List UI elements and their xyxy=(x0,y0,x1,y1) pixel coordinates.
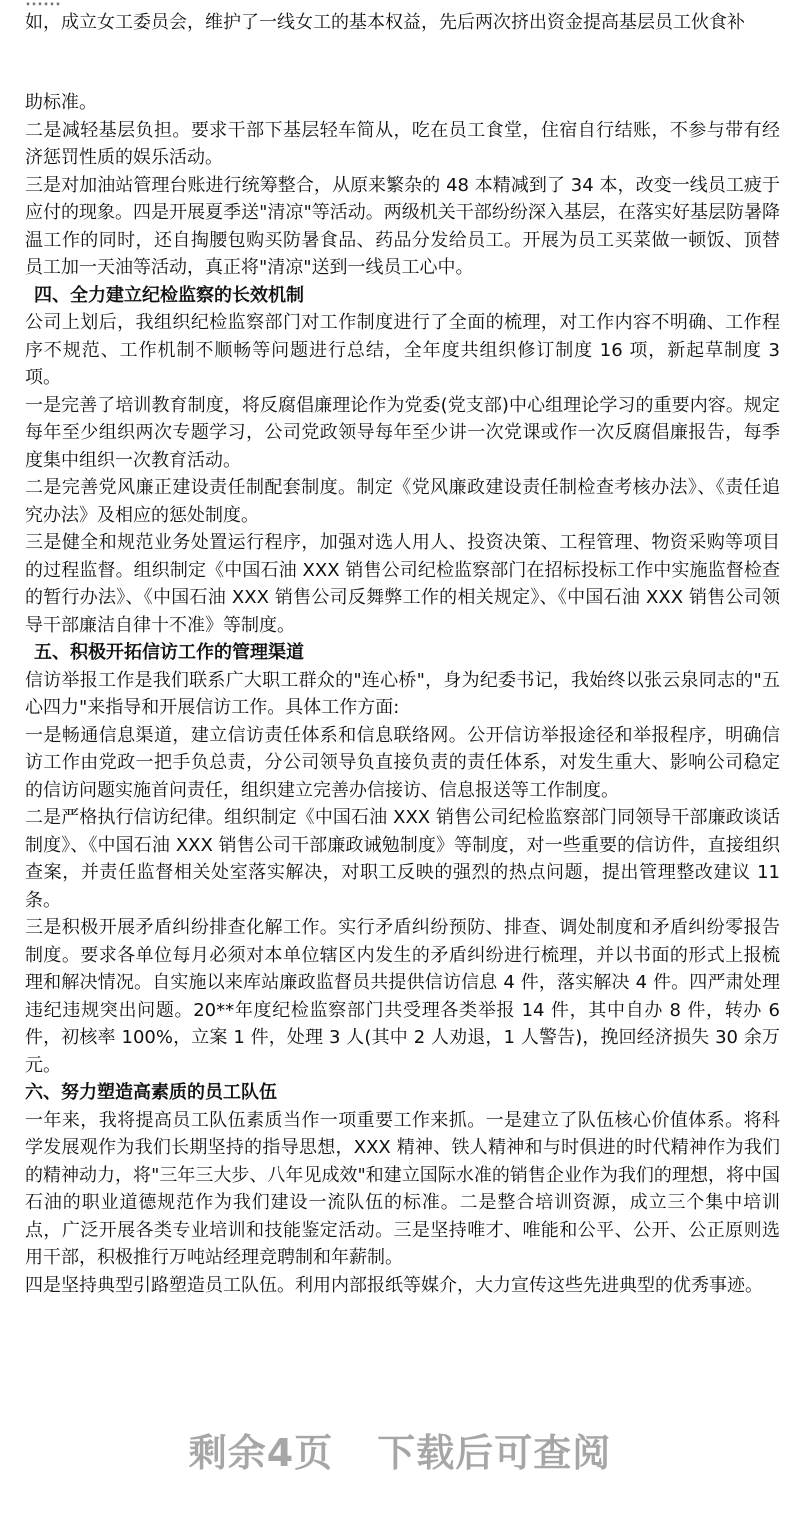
section-heading: 六、努力塑造高素质的员工队伍 xyxy=(25,1082,277,1103)
paragraph: 三是对加油站管理台账进行统筹整合，从原来繁杂的 48 本精减到了 34 本，改变一线员工疲于应付的现象。四是开展夏季送"清凉"等活动。两级机关干部纷纷深入基层，在落实好基层防暑降温工作的同时，还自掏腰包购买防暑食品、药品分发给员工。开展为员工买菜做一顿饭、顶替员工加一天油等活动，真正将"清凉"送到一线员工心中。 xyxy=(25,174,780,278)
document-body xyxy=(25,89,780,1299)
paragraph: 助标准。 xyxy=(25,92,97,113)
paragraph: 一是畅通信息渠道，建立信访责任体系和信息联络网。公开信访举报途径和举报程序，明确信访工作由党政一把手负总责，分公司领导负直接负责的责任体系，对发生重大、影响公司稳定的信访问题实施首问责任，组织建立完善办信接访、信息报送等工作制度。 xyxy=(25,724,780,801)
paragraph: 四是坚持典型引路塑造员工队伍。利用内部报纸等媒介，大力宣传这些先进典型的优秀事迹。 xyxy=(25,1274,763,1296)
download-banner[interactable] xyxy=(0,1422,800,1477)
paragraph: 三是积极开展矛盾纠纷排查化解工作。实行矛盾纠纷预防、排查、调处制度和矛盾纠纷零报告制度。要求各单位每月必须对本单位辖区内发生的矛盾纠纷进行梳理，并以书面的形式上报梳理和解决情况。自实施以来库站廉政监督员共提供信访信息 4 件，落实解决 4 件。四严肃处理违纪违规突出问题。20**年度纪检监察部门共受理各类举报 14 件，其中自办 8 件，转办 6 件，初核率 100%，立案 1 件，处理 3 人(其中 2 人劝退，1 人警告)，挽回经济损失 30 余万元。 xyxy=(25,917,780,1076)
paragraph: 一是完善了培训教育制度，将反腐倡廉理论作为党委(党支部)中心组理论学习的重要内容。规定每年至少组织两次专题学习，公司党政领导每年至少讲一次党课或作一次反腐倡廉报告，每季度集中组织一次教育活动。 xyxy=(25,394,780,471)
paragraph-line: 如，成立女工委员会，维护了一线女工的基本权益，先后两次挤出资金提高基层员工伙食补 xyxy=(25,12,745,33)
paragraph: 信访举报工作是我们联系广大职工群众的"连心桥"，身为纪委书记，我始终以张云泉同志的"五心四力"来指导和开展信访工作。具体工作方面: xyxy=(25,669,780,718)
paragraph: 一年来，我将提高员工队伍素质当作一项重要工作来抓。一是建立了队伍核心价值体系。将科学发展观作为我们长期坚持的指导思想，XXX 精神、铁人精神和与时俱进的时代精神作为我们的精神动力，将"三年三大步、八年见成效"和建立国际水准的销售企业作为我们的理想，将中国石油的职业道德规范作为我们建设一流队伍的标准。二是整合培训资源，成立三个集中培训点，广泛开展各类专业培训和技能鉴定活动。三是坚持唯才、唯能和公平、公开、公正原则选用干部，积极推行万吨站经理竞聘制和年薪制。 xyxy=(25,1109,780,1268)
paragraph: 二是严格执行信访纪律。组织制定《中国石油 XXX 销售公司纪检监察部门同领导干部廉政谈话制度》、《中国石油 XXX 销售公司干部廉政诫勉制度》等制度，对一些重要的信访件，直接组织查案，并责任监督相关处室落实解决，对职工反映的强烈的热点问题，提出管理整改建议 11 条。 xyxy=(25,807,780,911)
paragraph: 二是减轻基层负担。要求干部下基层轻车简从，吃在员工食堂，住宿自行结账，不参与带有经济惩罚性质的娱乐活动。 xyxy=(25,119,780,168)
section-heading: 五、积极开拓信访工作的管理渠道 xyxy=(34,642,304,663)
paragraph: 三是健全和规范业务处置运行程序，加强对选人用人、投资决策、工程管理、物资采购等项目的过程监督。组织制定《中国石油 XXX 销售公司纪检监察部门在招标投标工作中实施监督检查的暂行办法》、《中国石油 XXX 销售公司反舞弊工作的相关规定》、《中国石油 XXX 销售公司领导干部廉洁自律十不准》等制度。 xyxy=(25,532,780,636)
paragraph: 公司上划后，我组织纪检监察部门对工作制度进行了全面的梳理，对工作内容不明确、工作程序不规范、工作机制不顺畅等问题进行总结，全年度共组织修订制度 16 项，新起草制度 3 项。 xyxy=(25,312,780,388)
remaining-pages-label: 剩余4页 xyxy=(188,1431,334,1475)
section-heading: 四、全力建立纪检监察的长效机制 xyxy=(34,284,304,306)
download-to-read-label[interactable]: 下载后可查阅 xyxy=(377,1431,612,1475)
paragraph: 二是完善党风廉正建设责任制配套制度。制定《党风廉政建设责任制检查考核办法》、《责任追究办法》及相应的惩处制度。 xyxy=(25,477,780,526)
